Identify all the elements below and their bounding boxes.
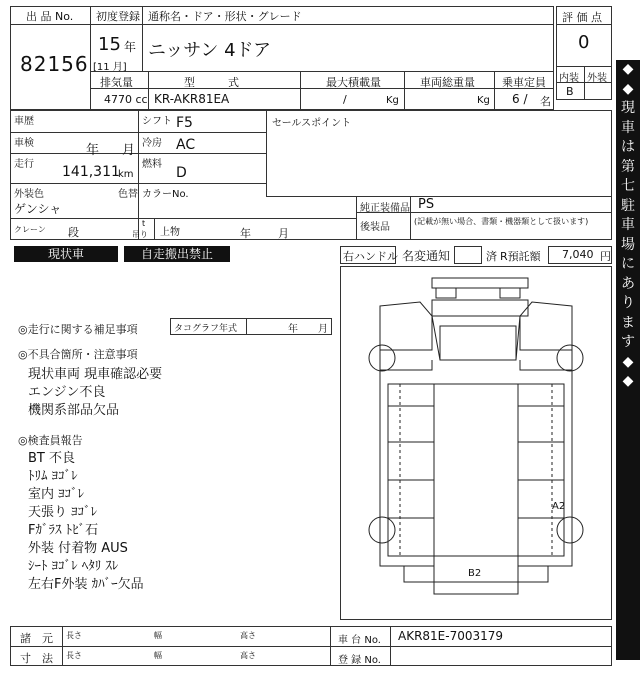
exterior-label: 外装 [587, 73, 607, 84]
inspection-label: 車検 [14, 138, 34, 149]
aftermarket-note: (記載が無い場合、書類・機器類として扱います) [414, 217, 589, 226]
displacement: 4770 cc [104, 93, 148, 106]
banner-char: す [621, 334, 635, 350]
displacement-label: 排気量 [100, 76, 133, 89]
capacity-unit: 名 [540, 95, 551, 108]
inspection-month-unit: 月 [122, 143, 136, 158]
sales-point-label: セールスポイント [272, 118, 352, 129]
banner-char: ◆ [622, 80, 634, 97]
first-reg-year-unit: 年 [124, 40, 137, 54]
mileage-unit: km [118, 169, 134, 180]
color-code-label: カラーNo. [142, 189, 189, 200]
banner-char: ◆ [622, 61, 634, 77]
banner-char: 車 [621, 217, 635, 233]
banner-char: 場 [621, 236, 635, 253]
interior-label: 内装 [559, 73, 579, 84]
location-banner [616, 60, 640, 660]
banner-char: は [621, 139, 635, 155]
supplement-title: ◎走行に関する補足事項 [18, 323, 138, 336]
crane-stage: 段 [68, 226, 79, 239]
damage-mark-b2: B2 [468, 568, 482, 579]
car-name: ニッサン 4ドア [148, 40, 272, 61]
dimension-label: 諸 元 [20, 632, 53, 645]
score-label: 評 価 点 [562, 11, 602, 24]
width-label: 幅 [154, 631, 162, 640]
kg-unit-2: Kg [477, 95, 490, 106]
loader-year-unit: 年 [240, 227, 251, 240]
first-reg-year: 15 [98, 34, 121, 55]
banner-char: ま [621, 314, 635, 331]
banner-char: 現 [621, 100, 635, 116]
banner-char: 駐 [621, 197, 635, 214]
color-label: 外装色 [14, 189, 44, 200]
car-name-label: 通称名・ドア・形状・グレード [148, 10, 302, 23]
as-is-badge: 現状車 [14, 246, 118, 262]
inspector-item: 外装 付着物 AUS [28, 541, 128, 556]
banner-char: 車 [621, 119, 635, 136]
defects-title: ◎不具合箇所・注意事項 [18, 348, 138, 361]
chassis-label: 車 台 No. [338, 635, 381, 646]
score-value: 0 [578, 32, 590, 53]
recycle-amount: 7,040 [562, 248, 594, 261]
banner-char: り [621, 295, 635, 311]
recycle-unit: 円 [600, 250, 611, 263]
height-label: 高さ [240, 651, 256, 660]
gross-weight-label: 車両総重量 [420, 76, 475, 89]
damage-mark-a2: A2 [552, 501, 566, 512]
fuel-label: 燃料 [142, 159, 162, 170]
name-change-label: 名変通知 [402, 249, 451, 263]
loader-month-unit: 月 [278, 227, 289, 240]
color-change-label: 色替 [118, 189, 138, 200]
max-load-label: 最大積載量 [326, 76, 381, 89]
inspector-item: Fｶﾞﾗｽ ﾄﾋﾞ石 [28, 523, 99, 538]
height-label: 高さ [240, 631, 256, 640]
capacity: 6 / [512, 92, 528, 106]
shift-label: シフト [142, 116, 172, 127]
defect-item: 現状車両 現車確認必要 [28, 367, 163, 382]
banner-char: 第 [621, 158, 635, 175]
loader-label: 上物 [160, 227, 180, 238]
truck-diagram [340, 266, 612, 620]
inspector-item: 左右F外装 ｶﾊﾞｰ欠品 [28, 577, 144, 592]
lot-no-label: 出 品 No. [26, 10, 74, 23]
banner-char: 七 [621, 178, 635, 194]
name-change-box [454, 246, 482, 264]
defect-item: 機関系部品欠品 [28, 403, 120, 418]
banner-char: ◆ [622, 373, 634, 389]
recycle-label: R預託額 [500, 250, 541, 263]
inspector-item: 天張り ﾖｺﾞﾚ [28, 505, 98, 520]
model: KR-AKR81EA [154, 92, 230, 106]
crane-hook: 吊り [132, 230, 148, 239]
recycle-prefix: 済 [486, 250, 497, 263]
color: ゲンシャ [14, 202, 62, 216]
equipment-label: 純正装備品 [360, 203, 410, 214]
kg-unit-1: Kg [386, 95, 399, 106]
interior-grade: B [566, 85, 574, 98]
chassis-no: AKR81E-7003179 [398, 629, 504, 643]
lot-no: 82156 [20, 52, 89, 76]
first-reg-label: 初度登録 [96, 10, 140, 23]
steering: 右ハンドル [343, 250, 398, 263]
crane-t: t [142, 219, 146, 228]
banner-char: に [621, 256, 635, 272]
ac: AC [176, 137, 196, 153]
defect-item: エンジン不良 [28, 385, 106, 400]
inspector-item: ｼｰﾄ ﾖｺﾞﾚ ﾍﾀﾘ ｽﾚ [28, 559, 119, 574]
crane-label: クレーン [14, 225, 46, 234]
inspection-year-unit: 年 [86, 143, 100, 158]
tacho-label: タコグラフ年式 [174, 324, 238, 334]
length-label: 長さ [66, 651, 82, 660]
inspector-title: ◎検査員報告 [18, 434, 83, 447]
fuel: D [176, 165, 187, 181]
mileage-label: 走行 [14, 159, 34, 170]
banner-char: ◆ [622, 353, 634, 370]
capacity-label: 乗車定員 [502, 76, 546, 89]
aftermarket-label: 後装品 [360, 222, 390, 233]
shift: F5 [176, 115, 193, 131]
model-label: 型 式 [184, 76, 239, 89]
tacho-year-unit: 年 [288, 324, 298, 335]
inspector-item: 室内 ﾖｺﾞﾚ [28, 487, 85, 502]
width-label: 幅 [154, 651, 162, 660]
registration-label: 登 録 No. [338, 655, 381, 666]
max-load: / [343, 93, 347, 106]
inspector-item: BT 不良 [28, 451, 75, 466]
size-label: 寸 法 [20, 652, 53, 665]
history-label: 車歴 [14, 116, 34, 127]
banner-char: あ [621, 275, 635, 292]
mileage: 141,311 [62, 164, 120, 180]
length-label: 長さ [66, 631, 82, 640]
ac-label: 冷房 [142, 138, 162, 149]
tacho-month-unit: 月 [318, 324, 328, 335]
equipment: PS [418, 197, 435, 212]
first-reg-month: [11 月] [93, 62, 127, 73]
inspector-item: ﾄﾘﾑ ﾖｺﾞﾚ [28, 469, 78, 484]
no-self-drive-badge: 自走搬出禁止 [124, 246, 230, 262]
